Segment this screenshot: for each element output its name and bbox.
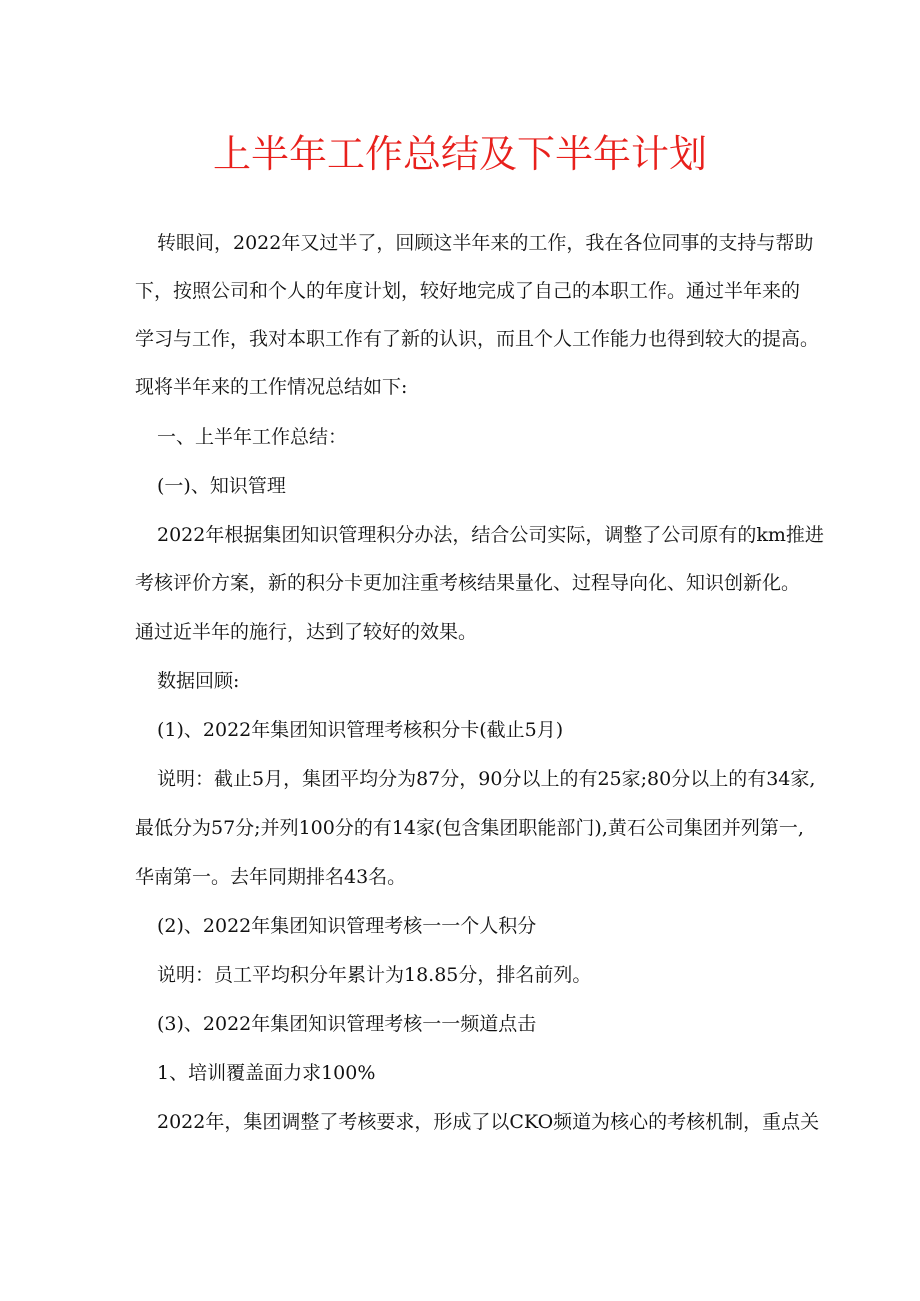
subsection-heading: (一)、知识管理 <box>157 475 286 497</box>
paragraph-line: 通过近半年的施行，达到了较好的效果。 <box>135 621 478 643</box>
list-heading: (1)、2022年集团知识管理考核积分卡(截止5月) <box>157 719 564 741</box>
list-heading: 1、培训覆盖面力求100% <box>157 1062 376 1084</box>
paragraph-line: 华南第一。去年同期排名43名。 <box>135 866 407 888</box>
paragraph-line: 数据回顾: <box>157 670 240 692</box>
paragraph-line: 说明：员工平均积分年累计为18.85分，排名前列。 <box>157 964 592 986</box>
list-heading: (3)、2022年集团知识管理考核一一频道点击 <box>157 1013 537 1035</box>
paragraph-line: 2022年根据集团知识管理积分办法，结合公司实际，调整了公司原有的km推进 <box>157 524 824 546</box>
document-title: 上半年工作总结及下半年计划 <box>212 132 707 176</box>
paragraph-line: 转眼间，2022年又过半了，回顾这半年来的工作，我在各位同事的支持与帮助 <box>157 232 814 254</box>
section-heading: 一、上半年工作总结： <box>157 426 348 448</box>
paragraph-line: 考核评价方案，新的积分卡更加注重考核结果量化、过程导向化、知识创新化。 <box>135 572 801 594</box>
list-heading: (2)、2022年集团知识管理考核一一个人积分 <box>157 915 537 937</box>
paragraph-line: 最低分为57分;并列100分的有14家(包含集团职能部门),黄石公司集团并列第一, <box>135 817 804 839</box>
paragraph-line: 学习与工作，我对本职工作有了新的认识，而且个人工作能力也得到较大的提高。 <box>135 328 820 350</box>
paragraph-line: 说明：截止5月，集团平均分为87分，90分以上的有25家;80分以上的有34家, <box>157 768 816 790</box>
paragraph-line: 下，按照公司和个人的年度计划，较好地完成了自己的本职工作。通过半年来的 <box>135 280 801 302</box>
paragraph-line: 2022年，集团调整了考核要求，形成了以CKO频道为核心的考核机制，重点关 <box>157 1111 820 1133</box>
paragraph-line: 现将半年来的工作情况总结如下: <box>135 376 408 398</box>
